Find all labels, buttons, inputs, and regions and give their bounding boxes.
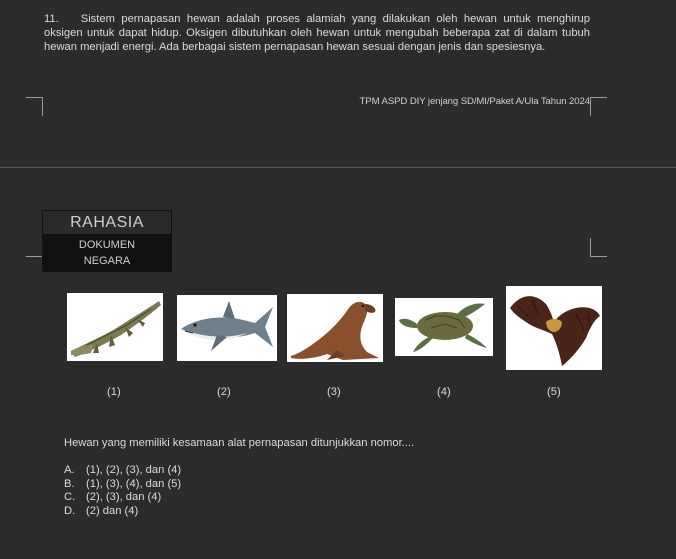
sea-turtle-image [395,298,493,356]
option-letter: C. [64,491,76,503]
crocodile-image [67,293,163,361]
sea-lion-image [287,294,383,362]
stamp-top: RAHASIA [42,210,172,235]
option-text: (1), (3), (4), dan (5) [86,477,182,490]
option-text: (2), (3), dan (4) [86,491,162,503]
animal-label-1: (1) [107,386,121,398]
answer-options [64,464,181,518]
option-letter: A. [64,464,75,476]
option-d[interactable] [64,505,181,519]
frame-corner-top-left [26,97,43,116]
option-letter: D. [64,504,76,517]
animal-label-3: (3) [327,386,341,398]
option-b[interactable] [64,478,181,492]
bat-image [506,286,602,370]
option-letter: B. [64,477,75,490]
question-text [44,12,590,54]
option-text: (2) dan (4) [86,504,139,517]
stamp-line-2: NEGARA [83,255,131,267]
stamp-line-1: DOKUMEN [78,239,136,251]
animal-label-2: (2) [217,386,231,398]
source-caption: TPM ASPD DIY jenjang SD/MI/Paket A/Ula Tahun 2024 [359,96,590,107]
frame-corner-bottom-right [590,238,607,257]
question-number: 11. [44,13,59,25]
confidential-stamp [42,210,172,272]
divider [0,167,676,168]
frame-corner-top-right [590,97,607,116]
option-a[interactable] [64,464,181,478]
frame-corner-bottom-left [26,238,43,257]
animal-label-4: (4) [437,386,451,398]
animal-label-5: (5) [547,386,561,398]
shark-image [177,295,277,361]
stamp-bottom [42,235,172,272]
option-text: (1), (2), (3), dan (4) [86,464,182,476]
question-body: Sistem pernapasan hewan adalah proses alamiah yang dilakukan oleh hewan untuk menghirup oksigen untuk dapat hidup. Oksigen dibutuhkan oleh hewan untuk mengubah beberapa zat di dalam tubuh hewan menjadi energi. Ada berbagai sistem pernapasan hewan sesuai dengan jenis dan spesiesnya. [44,13,590,53]
option-c[interactable] [64,491,181,505]
question-prompt: Hewan yang memiliki kesamaan alat pernapasan ditunjukkan nomor.... [64,437,415,449]
